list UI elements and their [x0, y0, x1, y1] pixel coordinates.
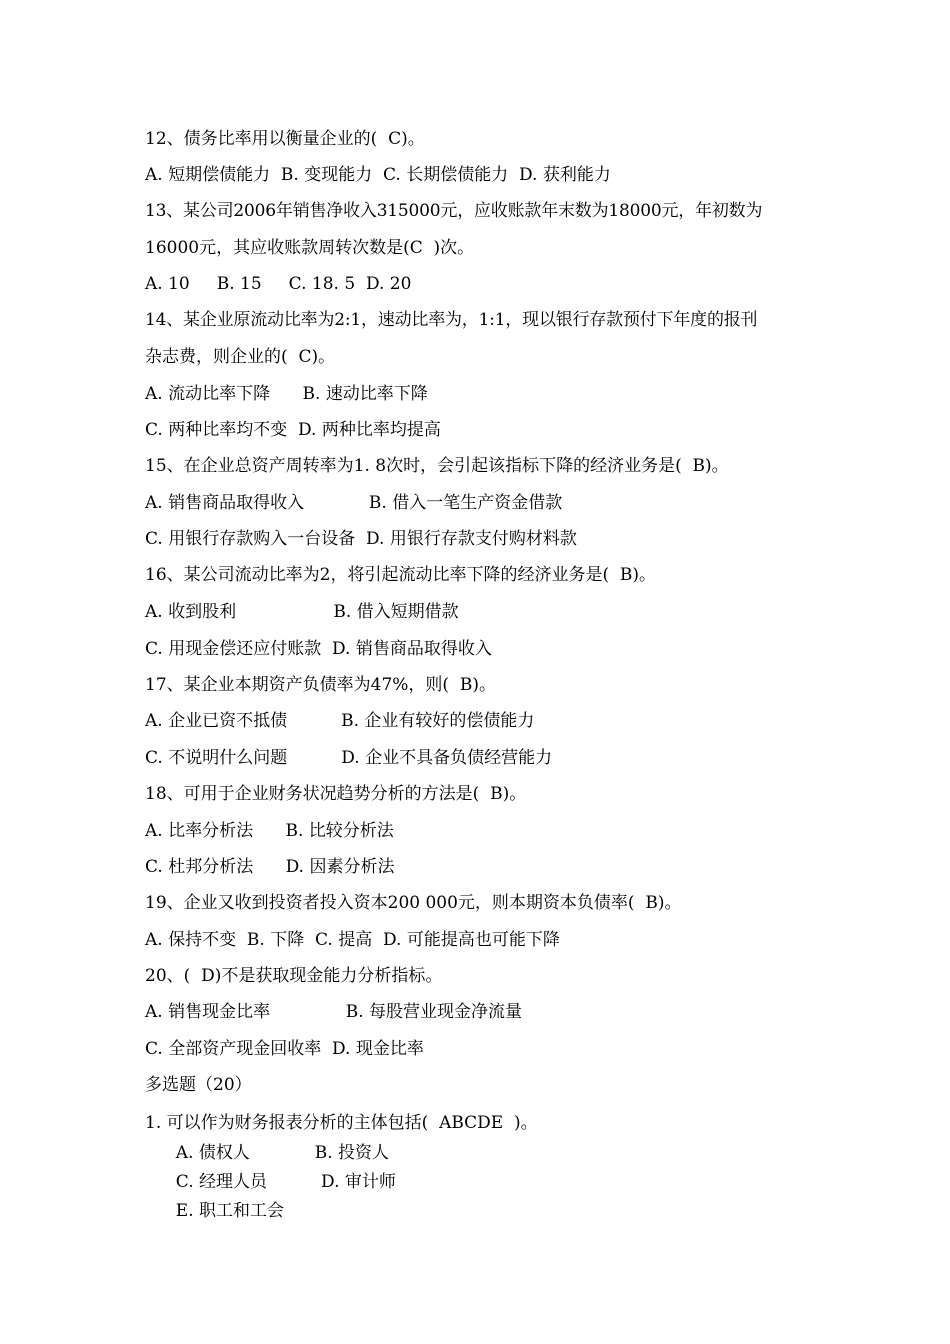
question-17: 17、某企业本期资产负债率为47%，则( B)。 [145, 675, 496, 695]
question-14-options-ab: A. 流动比率下降 B. 速动比率下降 [145, 384, 428, 404]
question-19-options: A. 保持不变 B. 下降 C. 提高 D. 可能提高也可能下降 [145, 930, 560, 950]
question-13-cont: 16000元，其应收账款周转次数是(C )次。 [145, 238, 475, 258]
question-12: 12、债务比率用以衡量企业的( C)。 [145, 129, 425, 149]
multi-question-1-options-cd: C. 经理人员 D. 审计师 [165, 1172, 396, 1192]
question-12-options: A. 短期偿债能力 B. 变现能力 C. 长期偿债能力 D. 获利能力 [145, 165, 611, 185]
multi-question-1: 1. 可以作为财务报表分析的主体包括( ABCDE )。 [145, 1113, 538, 1133]
question-14-cont: 杂志费，则企业的( C)。 [145, 347, 336, 367]
multi-question-1-options-ab: A. 债权人 B. 投资人 [165, 1143, 390, 1163]
question-20-options-ab: A. 销售现金比率 B. 每股营业现金净流量 [145, 1002, 523, 1022]
question-14-options-cd: C. 两种比率均不变 D. 两种比率均提高 [145, 420, 441, 440]
question-18-options-cd: C. 杜邦分析法 D. 因素分析法 [145, 857, 395, 877]
question-18-options-ab: A. 比率分析法 B. 比较分析法 [145, 821, 394, 841]
question-15-options-cd: C. 用银行存款购入一台设备 D. 用银行存款支付购材料款 [145, 529, 577, 549]
question-17-options-cd: C. 不说明什么问题 D. 企业不具备负债经营能力 [145, 748, 553, 768]
question-19: 19、企业又收到投资者投入资本200 000元，则本期资本负债率( B)。 [145, 893, 682, 913]
question-17-options-ab: A. 企业已资不抵债 B. 企业有较好的偿债能力 [145, 711, 535, 731]
question-18: 18、可用于企业财务状况趋势分析的方法是( B)。 [145, 784, 527, 804]
question-16: 16、某公司流动比率为2，将引起流动比率下降的经济业务是( B)。 [145, 565, 657, 585]
question-16-options-ab: A. 收到股利 B. 借入短期借款 [145, 602, 459, 622]
question-15: 15、在企业总资产周转率为1. 8次时，会引起该指标下降的经济业务是( B)。 [145, 456, 729, 476]
question-15-options-ab: A. 销售商品取得收入 B. 借入一笔生产资金借款 [145, 493, 563, 513]
section-heading-multiple-choice: 多选题（20） [145, 1075, 252, 1095]
question-14: 14、某企业原流动比率为2:1，速动比率为，1:1，现以银行存款预付下年度的报刊 [145, 310, 758, 330]
question-16-options-cd: C. 用现金偿还应付账款 D. 销售商品取得收入 [145, 639, 492, 659]
multi-question-1-option-e: E. 职工和工会 [165, 1201, 285, 1221]
question-20: 20、( D)不是获取现金能力分析指标。 [145, 966, 443, 986]
question-13: 13、某公司2006年销售净收入315000元，应收账款年末数为18000元，年初数为 [145, 201, 763, 221]
question-13-options: A. 10 B. 15 C. 18. 5 D. 20 [145, 274, 412, 294]
question-20-options-cd: C. 全部资产现金回收率 D. 现金比率 [145, 1039, 424, 1059]
